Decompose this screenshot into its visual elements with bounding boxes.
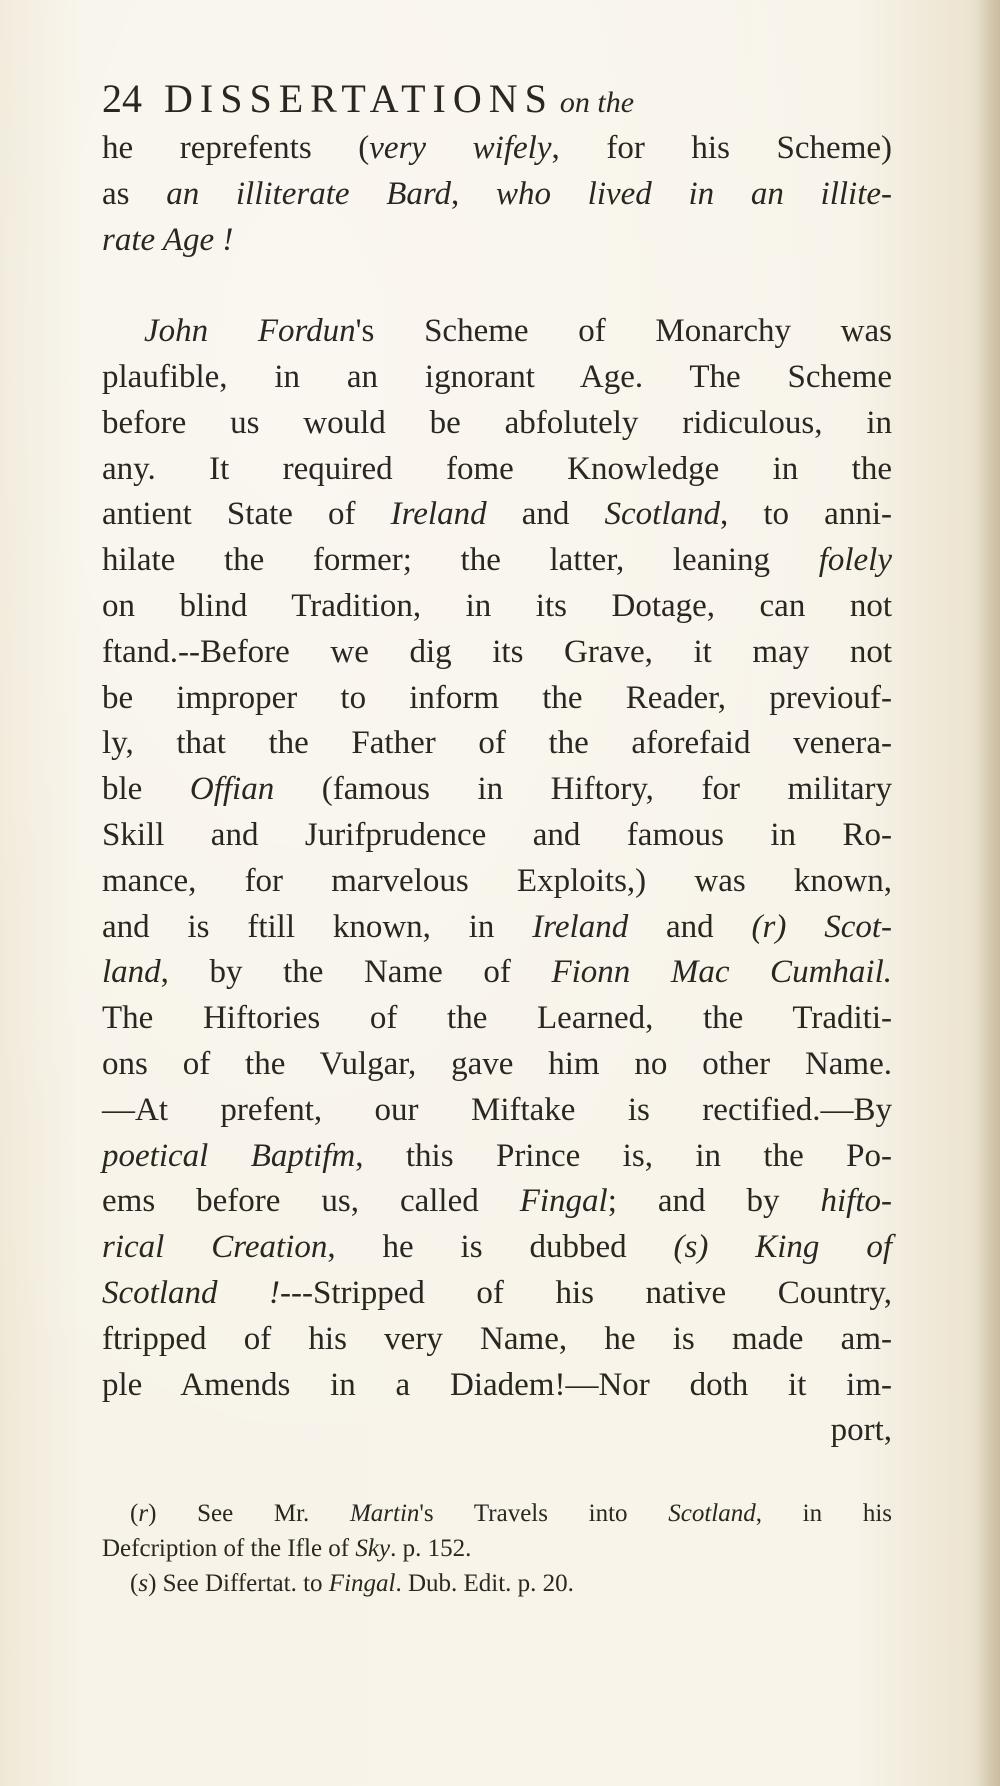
page-number: 24: [102, 76, 142, 121]
catchword: port,: [830, 1412, 892, 1449]
text-line: any. It required fome Knowledge in the: [102, 450, 892, 487]
running-title-tail: on the: [559, 86, 635, 119]
text-line: ly, that the Father of the aforefaid venera-: [102, 725, 892, 762]
running-title: DISSERTATIONS: [164, 76, 554, 121]
text-line: Skill and Jurifprudence and famous in Ro-: [102, 816, 892, 853]
footnote-s: (s) See Differtat. to Fingal. Dub. Edit. p. 20.: [130, 1570, 574, 1597]
footnote-r-continued: Defcription of the Ifle of Sky. p. 152.: [102, 1535, 472, 1562]
text-line: land, by the Name of Fionn Mac Cumhail.: [102, 954, 892, 991]
text-line: ftand.--Before we dig its Grave, it may not: [102, 633, 892, 670]
text-line: The Hiftories of the Learned, the Traditi-: [102, 1000, 892, 1037]
text-line: on blind Tradition, in its Dotage, can not: [102, 587, 892, 624]
text-line: as an illiterate Bard, who lived in an illite-: [102, 175, 892, 212]
page-edge-shadow: [978, 0, 1000, 1786]
text-line: ems before us, called Fingal; and by hifto-: [102, 1183, 892, 1220]
text-line: ftripped of his very Name, he is made am-: [102, 1320, 892, 1357]
running-head: [102, 74, 802, 124]
footnotes: [102, 1496, 892, 1601]
text-line: and is ftill known, in Ireland and (r) Scot-: [102, 908, 892, 945]
text-line: rical Creation, he is dubbed (s) King of: [102, 1229, 892, 1266]
text-line: ons of the Vulgar, gave him no other Name.: [102, 1045, 892, 1082]
text-line: poetical Baptifm, this Prince is, in the Po-: [102, 1137, 893, 1174]
text-line: ple Amends in a Diadem!—Nor doth it im-: [102, 1366, 892, 1403]
text-line: rate Age !: [102, 221, 234, 258]
text-line: antient State of Ireland and Scotland, to anni-: [102, 496, 892, 533]
text-line: John Fordun's Scheme of Monarchy was: [144, 313, 892, 350]
text-line: plaufible, in an ignorant Age. The Scheme: [102, 358, 892, 395]
text-line: hilate the former; the latter, leaning folely: [102, 542, 892, 579]
text-line: —At prefent, our Miftake is rectified.—By: [102, 1091, 892, 1128]
text-line: he reprefents (very wifely, for his Scheme): [102, 130, 892, 166]
text-line: ble Offian (famous in Hiftory, for military: [102, 771, 892, 808]
text-line: be improper to inform the Reader, previouf-: [102, 679, 892, 716]
text-line: Scotland !---Stripped of his native Country,: [102, 1274, 892, 1311]
paragraph-gap: [102, 263, 892, 309]
main-text: [102, 126, 892, 1454]
footnote-r: (r) See Mr. Martin's Travels into Scotland, in his: [130, 1500, 892, 1527]
text-line: mance, for marvelous Exploits,) was known,: [102, 862, 892, 899]
text-line: before us would be abfolutely ridiculous, in: [102, 404, 892, 441]
